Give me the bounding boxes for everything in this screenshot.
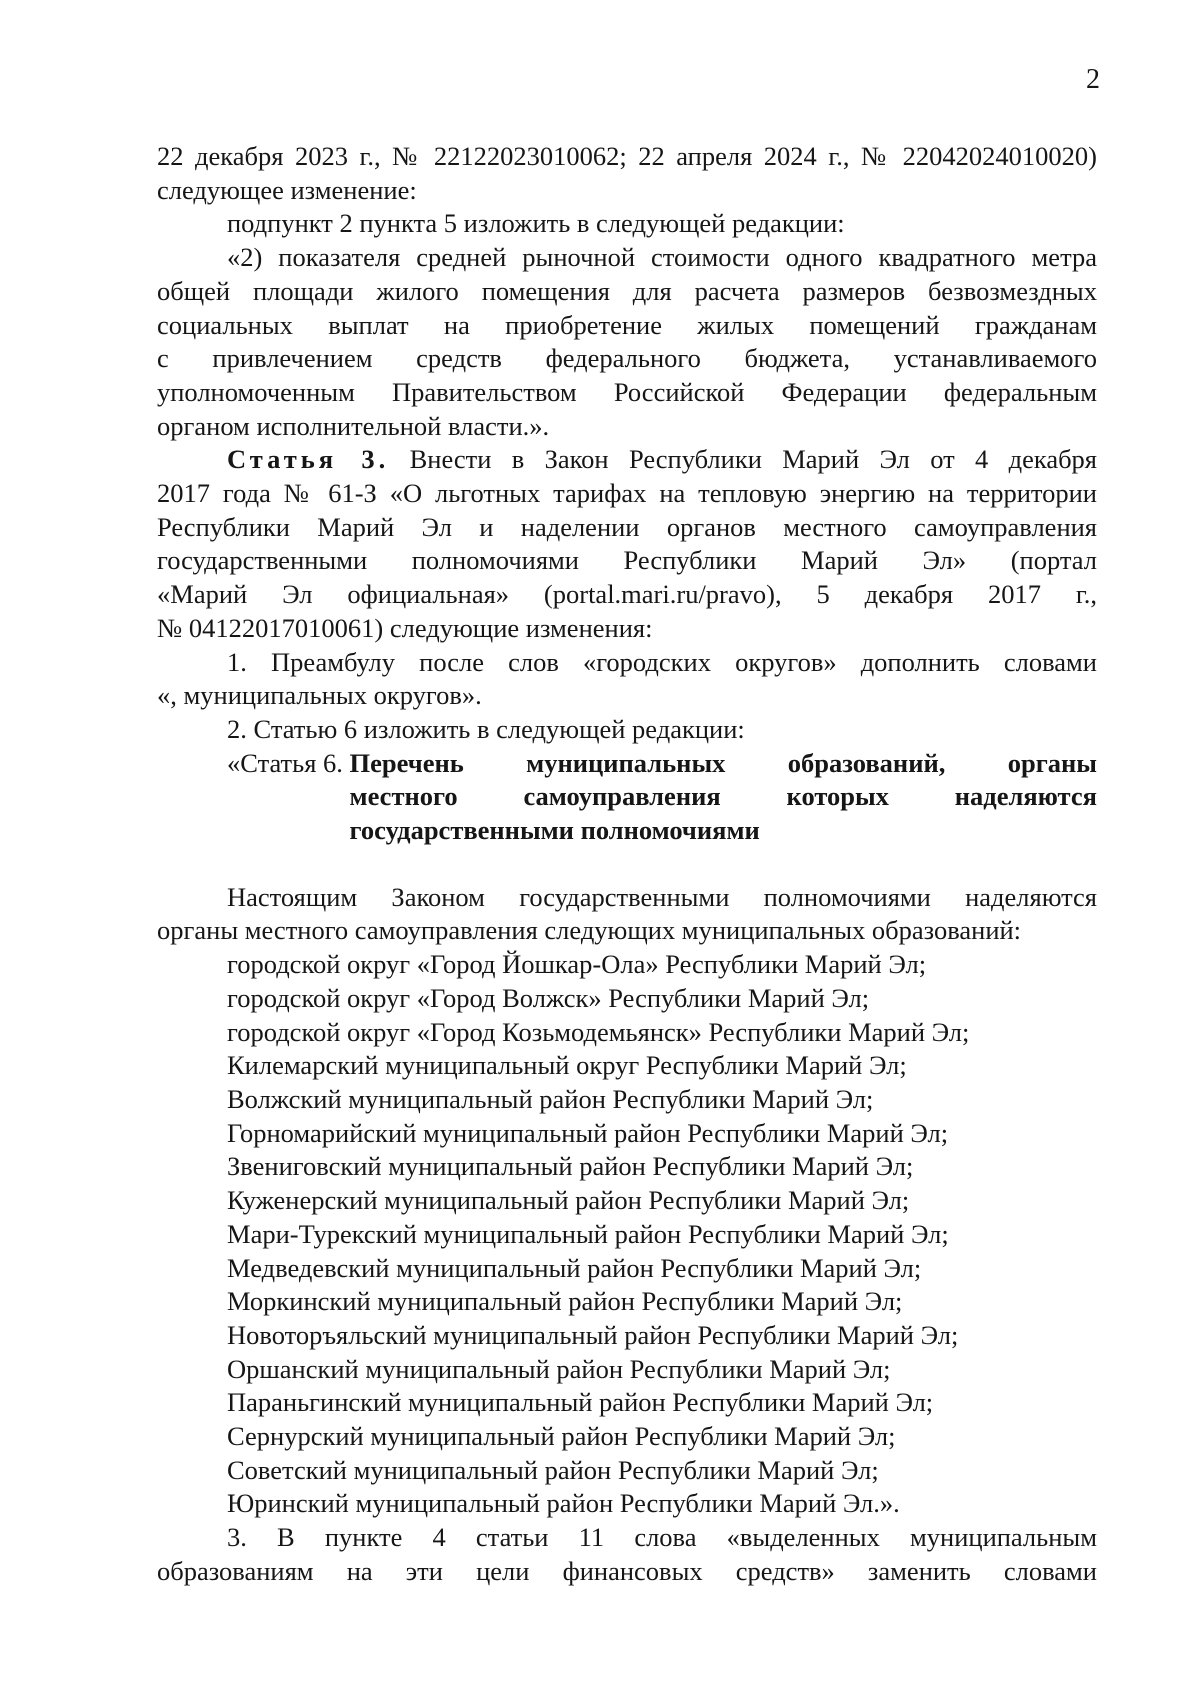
list-item: Горномарийский муниципальный район Республики Марий Эл; [227,1117,949,1148]
list-item: городской округ «Город Йошкар-Ола» Республики Марий Эл; [227,949,927,980]
article-6-intro [157,881,1097,948]
text-line: органы местного самоуправления следующих муниципальных образований: [157,915,1022,946]
list-item: Медведевский муниципальный район Республики Марий Эл; [227,1252,922,1283]
list-item: Моркинский муниципальный район Республики Марий Эл; [227,1286,903,1317]
text-line: образованиям на эти цели финансовых средств» заменить словами [157,1555,1097,1586]
paragraph-amendment-sources [157,140,1097,207]
amendment-item-3 [157,1521,1097,1588]
article-3-text: Внести в Закон Республики Марий Эл от 4 декабря [389,444,1097,475]
list-item: Волжский муниципальный район Республики Марий Эл; [227,1083,874,1114]
paragraph-subpoint-instruction: подпункт 2 пункта 5 изложить в следующей редакции: [227,208,845,239]
list-item: Юринский муниципальный район Республики Марий Эл.». [227,1488,900,1519]
text-line: «2) показателя средней рыночной стоимости одного квадратного метра [227,242,1097,273]
list-item: Килемарский муниципальный округ Республики Марий Эл; [227,1050,907,1081]
text-line: органом исполнительной власти.». [157,410,550,441]
text-line: с привлечением средств федерального бюджета, устанавливаемого [157,343,1097,374]
text-line: № 04122017010061) следующие изменения: [157,612,653,643]
text-line: 22 декабря 2023 г., № 22122023010062; 22 апреля 2024 г., № 22042024010020) [157,141,1097,171]
text-line: государственными полномочиями Республики Марий Эл» (портал [157,545,1097,576]
text-line [157,443,1097,477]
text-line: уполномоченным Правительством Российской Федерации федеральным [157,376,1097,407]
article-6-heading [227,747,1097,848]
text-line: 2017 года № 61-З «О льготных тарифах на тепловую энергию на территории [157,478,1097,509]
text-line: общей площади жилого помещения для расчета размеров безвозмездных [157,275,1097,306]
document-body [157,140,1097,1589]
list-item: Сернурский муниципальный район Республики Марий Эл; [227,1421,896,1452]
amendment-item-1 [157,646,1097,713]
text-line: социальных выплат на приобретение жилых помещений гражданам [157,309,1097,340]
list-item: Новоторъяльский муниципальный район Республики Марий Эл; [227,1319,959,1350]
municipality-list [157,948,1097,1521]
text-line: Республики Марий Эл и наделении органов местного самоуправления [157,511,1097,542]
text-line: следующее изменение: [157,174,417,205]
article-6-title [350,747,1097,848]
list-item: городской округ «Город Козьмодемьянск» Республики Марий Эл; [227,1016,970,1047]
page-number: 2 [1086,64,1100,95]
paragraph-subpoint-text [157,241,1097,443]
list-item: Звениговский муниципальный район Республики Марий Эл; [227,1151,914,1182]
list-item: Куженерский муниципальный район Республики Марий Эл; [227,1185,910,1216]
text-line: «Марий Эл официальная» (portal.mari.ru/pravo), 5 декабря 2017 г., [157,579,1097,610]
list-item: городской округ «Город Волжск» Республики Марий Эл; [227,982,870,1013]
title-line: Перечень муниципальных образований, органы [349,747,1097,778]
text-line: 1. Преамбулу после слов «городских округов» дополнить словами [227,646,1097,677]
text-line: 3. В пункте 4 статьи 11 слова «выделенных муниципальным [227,1522,1097,1553]
amendment-item-2: 2. Статью 6 изложить в следующей редакции: [227,713,745,744]
list-item: Мари-Турекский муниципальный район Республики Марий Эл; [227,1218,949,1249]
article-3 [157,443,1097,645]
article-3-label: Статья 3. [227,444,390,475]
text-line: Настоящим Законом государственными полномочиями наделяются [227,881,1097,912]
article-6-label: «Статья 6. [227,747,350,778]
list-item: Советский муниципальный район Республики Марий Эл; [227,1454,879,1485]
list-item: Оршанский муниципальный район Республики Марий Эл; [227,1353,891,1384]
title-line: местного самоуправления которых наделяются [349,781,1097,812]
text-line: «, муниципальных округов». [157,680,482,711]
list-item: Параньгинский муниципальный район Республики Марий Эл; [227,1387,934,1418]
title-line: государственными полномочиями [349,815,760,846]
